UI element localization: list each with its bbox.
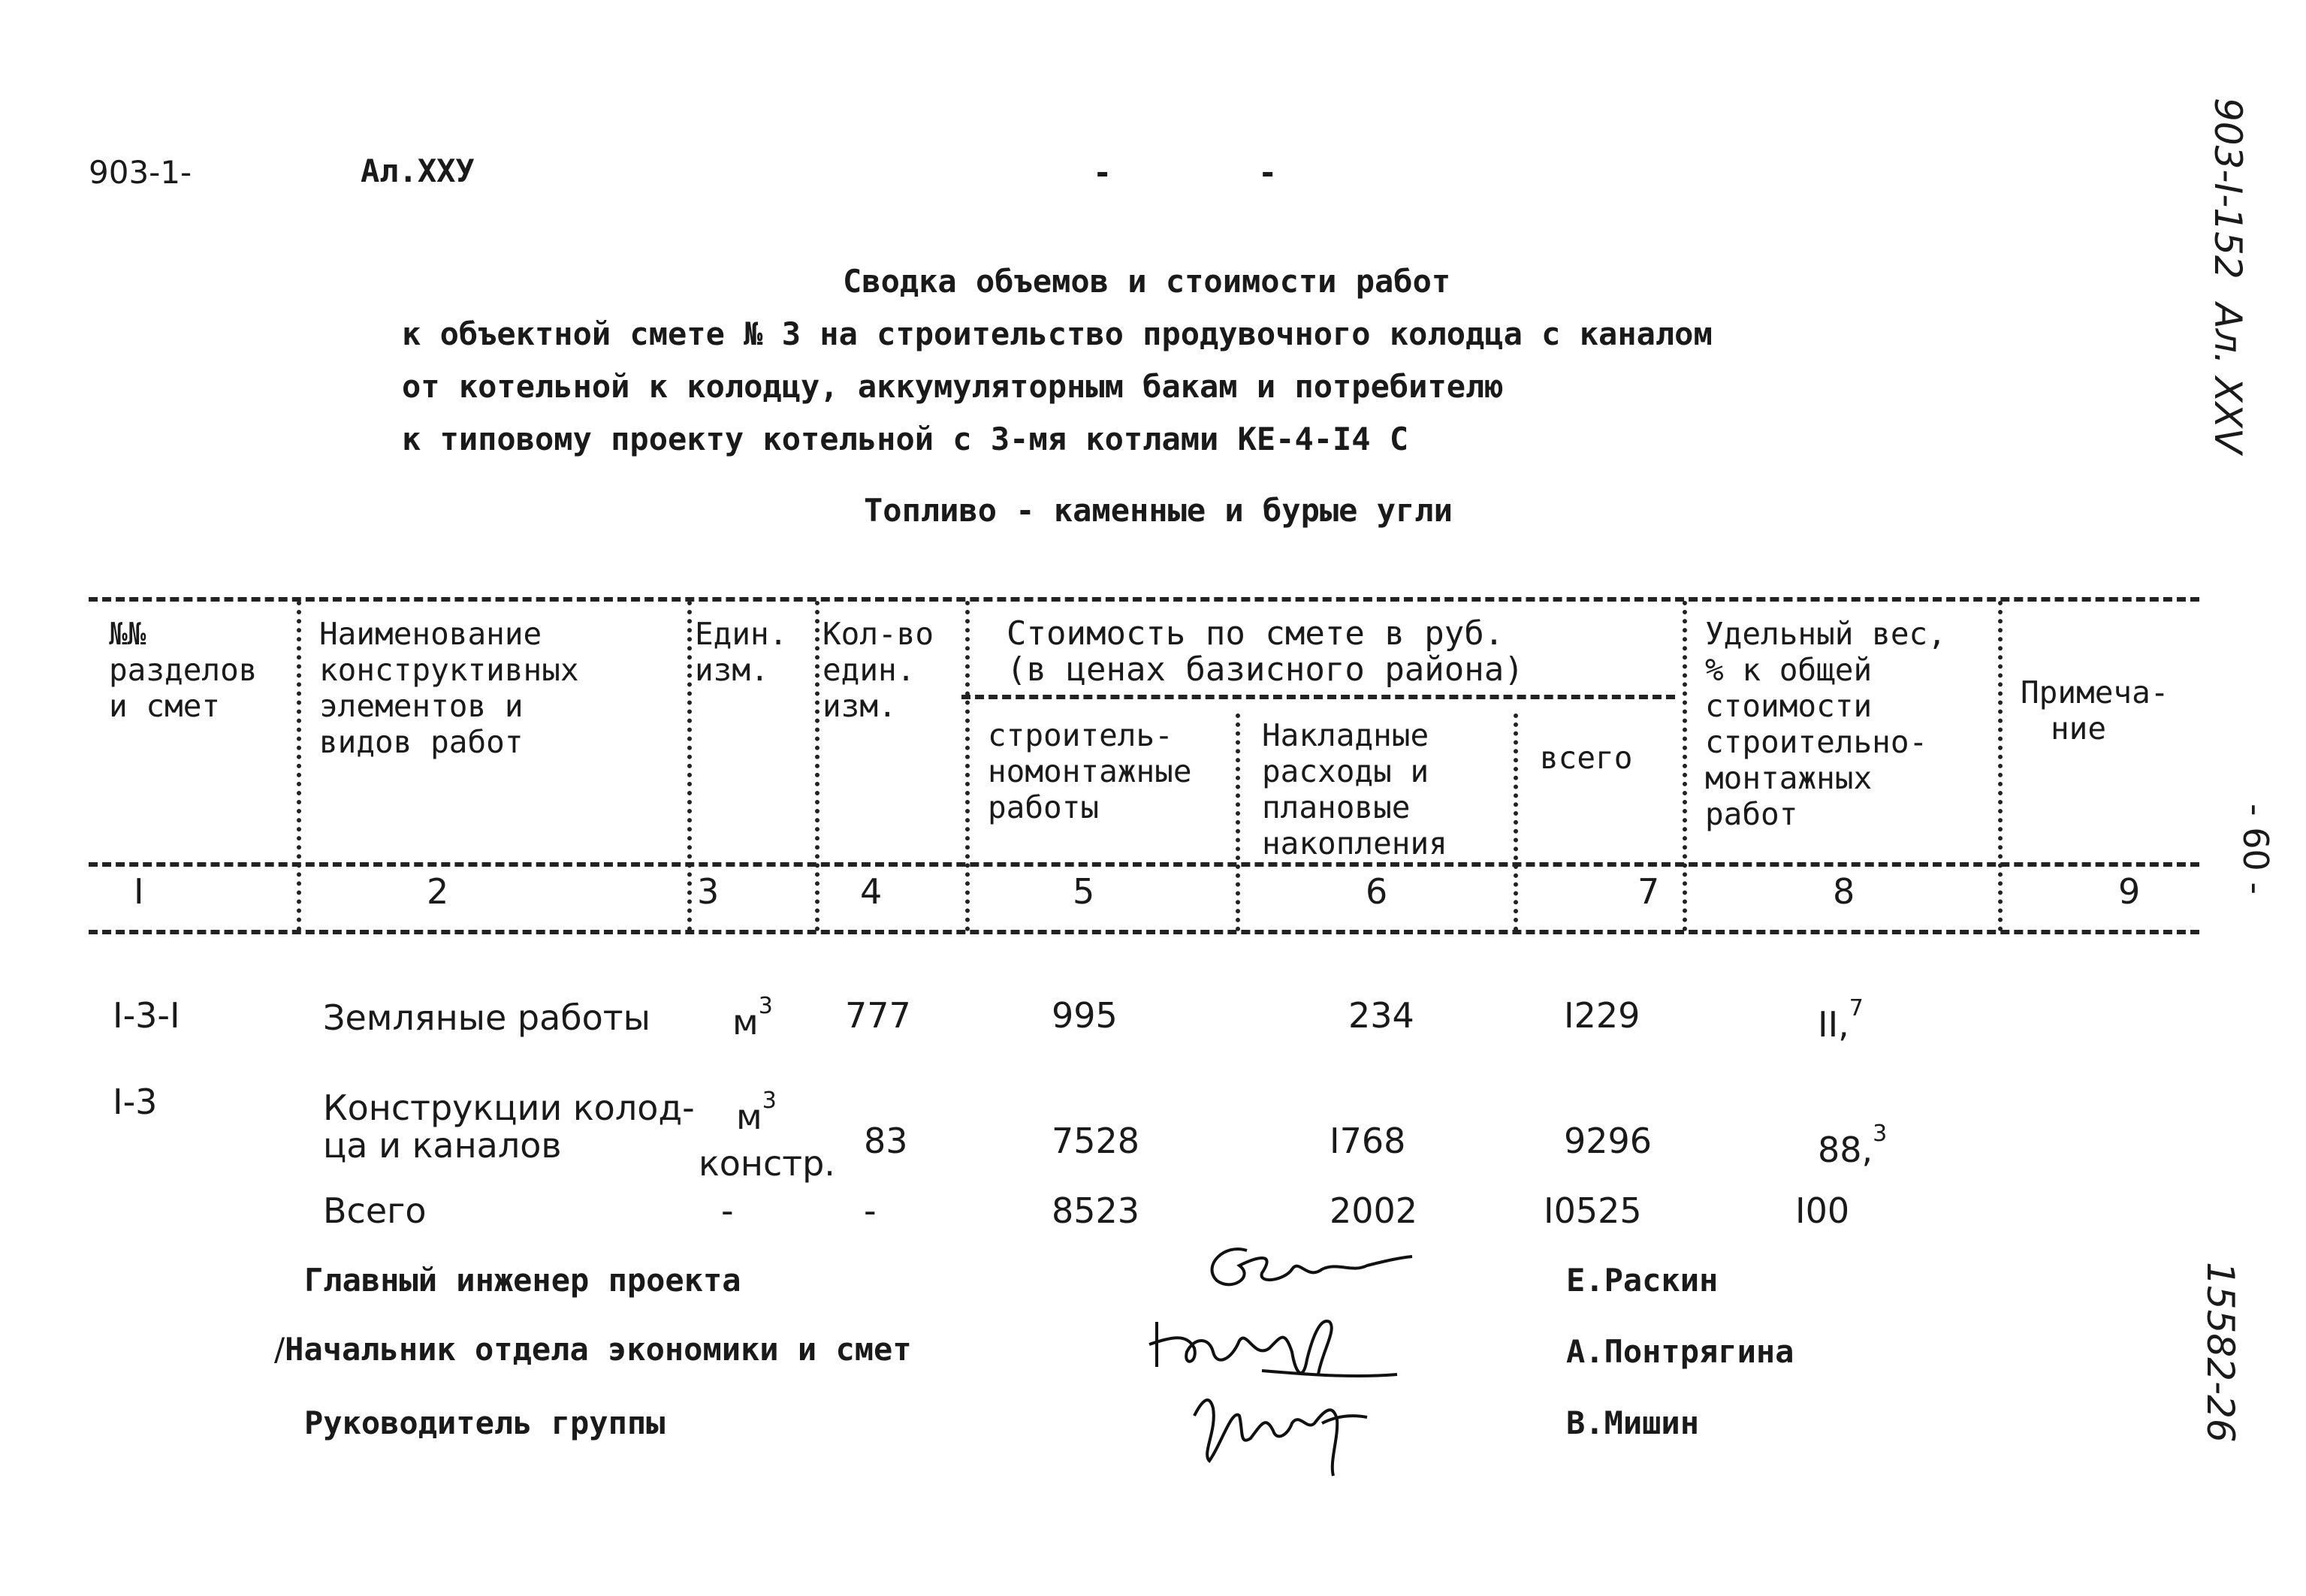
header-dash-2: -: [1258, 154, 1278, 191]
row1-unit: [732, 993, 773, 1042]
row1-construction: 995: [1052, 995, 1118, 1036]
title-line-2: к объектной смете № 3 на строительство продувочного колодца с каналом: [402, 315, 1713, 352]
header-col3-l1: Един.: [695, 616, 788, 652]
column-divider-2: [687, 601, 692, 931]
signature-role-3: Руководитель группы: [304, 1404, 666, 1441]
header-col1-l1: №№: [109, 616, 146, 652]
header-col2: [319, 616, 579, 760]
row3-qty: -: [864, 1190, 877, 1231]
row1-total: I229: [1564, 995, 1640, 1036]
header-col3: [695, 616, 787, 688]
row2-unit-line1: [699, 1078, 835, 1140]
header-col8-l4: строительно-: [1705, 724, 1928, 760]
table-top-rule: [89, 597, 2199, 602]
fuel-line: Топливо - каменные и бурые угли: [864, 492, 1453, 529]
row1-unit-base: м: [732, 1002, 759, 1042]
row1-share: [1818, 995, 1864, 1045]
header-col6-l4: накопления: [1262, 825, 1447, 861]
row3-total: I0525: [1544, 1190, 1642, 1231]
column-divider-3: [815, 601, 819, 931]
header-col4: [822, 616, 934, 724]
cost-group-rule: [961, 695, 1675, 699]
column-number-7: 7: [1637, 871, 1660, 912]
header-col6-l1: Накладные: [1262, 717, 1429, 753]
header-col8-l6: работ: [1705, 796, 1798, 832]
row1-code: I-3-I: [113, 995, 180, 1036]
header-col3-l2: изм.: [695, 652, 769, 688]
header-col4-l3: изм.: [822, 688, 897, 724]
header-col4-l2: един.: [822, 652, 916, 688]
margin-page-number: - 60 -: [2235, 804, 2276, 895]
row2-name-line2: ца и каналов: [323, 1125, 562, 1166]
header-col6-l3: плановые: [1262, 789, 1411, 825]
header-col8-l5: монтажных: [1705, 760, 1873, 796]
header-col6: [1262, 717, 1447, 861]
column-divider-4: [965, 601, 970, 931]
header-col8: [1705, 616, 1946, 832]
column-number-6: 6: [1366, 871, 1388, 912]
row2-share: [1818, 1121, 1887, 1170]
row2-total: 9296: [1564, 1121, 1653, 1161]
row2-unit-base: м: [736, 1097, 762, 1137]
header-col5: [988, 717, 1192, 825]
row1-overhead: 234: [1348, 995, 1414, 1036]
column-number-5: 5: [1073, 871, 1095, 912]
title-line-4: к типовому проекту котельной с 3-мя котлами КЕ-4-I4 С: [402, 421, 1409, 457]
margin-inventory-number: 15582-26: [2199, 1262, 2242, 1443]
header-col9-l1: Примеча-: [2021, 674, 2169, 711]
row2-code: I-3: [113, 1082, 158, 1122]
signature-role-2: [274, 1331, 912, 1368]
row2-qty: 83: [864, 1121, 908, 1161]
signature-name-2: А.Понтрягина: [1566, 1333, 1794, 1370]
header-col2-l3: элементов и: [319, 688, 524, 724]
header-col5-l1: строитель-: [988, 717, 1173, 753]
signature-role-1: Главный инженер проекта: [304, 1262, 741, 1299]
signature-slash: /: [274, 1331, 285, 1368]
row3-share: I00: [1795, 1190, 1850, 1231]
row2-unit: [699, 1078, 835, 1187]
header-col2-l4: видов работ: [319, 724, 524, 760]
header-col5-l2: номонтажные: [988, 753, 1192, 789]
column-number-1: I: [134, 871, 144, 912]
handwritten-signature-3: [1179, 1378, 1375, 1483]
row3-name: Всего: [323, 1190, 427, 1231]
handwritten-signature-2: [1142, 1307, 1412, 1389]
header-cost-group: [1007, 616, 1524, 688]
header-col2-l2: конструктивных: [319, 652, 579, 688]
header-col5-l3: работы: [988, 789, 1100, 825]
margin-project-code: [2206, 98, 2250, 454]
row2-unit-line2: констр.: [699, 1143, 835, 1184]
header-col9: [2021, 674, 2169, 747]
margin-album-text: Ал. XXV: [2206, 303, 2250, 454]
row2-share-frac: 3: [1873, 1121, 1888, 1147]
column-numbers-bottom-rule: [89, 930, 2199, 934]
header-col8-l2: % к общей: [1705, 652, 1873, 688]
handwritten-signature-1: [1194, 1235, 1420, 1303]
header-col4-l1: Кол-во: [822, 616, 934, 652]
header-cost-group-l1: Стоимость по смете в руб.: [1007, 614, 1505, 653]
row2-name-line1: Конструкции колод-: [323, 1088, 695, 1128]
column-divider-1: [297, 601, 301, 931]
column-number-2: 2: [427, 871, 449, 912]
column-number-4: 4: [860, 871, 883, 912]
title-line-3: от котельной к колодцу, аккумуляторным бакам и потребителю: [402, 368, 1504, 405]
column-divider-6: [1514, 714, 1518, 931]
row2-overhead: I768: [1330, 1121, 1406, 1161]
doc-code: 903-1-: [89, 154, 192, 191]
header-dash-1: -: [1093, 154, 1112, 191]
header-col1: [109, 616, 257, 724]
column-number-3: 3: [697, 871, 720, 912]
row2-name: [323, 1089, 695, 1164]
header-col1-l2: разделов: [109, 652, 258, 688]
column-divider-7: [1683, 601, 1687, 931]
row1-qty: 777: [845, 995, 911, 1036]
row1-share-int: II,: [1818, 1004, 1849, 1045]
row1-share-frac: 7: [1849, 995, 1864, 1021]
row2-unit-sup: 3: [762, 1088, 777, 1114]
album-label: Ал.ХХУ: [361, 152, 475, 189]
column-divider-8: [1998, 601, 2003, 931]
header-col7-l1: всего: [1540, 740, 1633, 776]
row2-construction: 7528: [1052, 1121, 1140, 1161]
header-col7: [1540, 740, 1632, 776]
header-col2-l1: Наименование: [319, 616, 542, 652]
signature-name-3: В.Мишин: [1566, 1404, 1700, 1441]
header-col8-l1: Удельный вес,: [1705, 616, 1946, 652]
signature-name-1: Е.Раскин: [1566, 1262, 1719, 1299]
column-number-9: 9: [2118, 871, 2141, 912]
header-bottom-rule: [89, 862, 2199, 867]
header-cost-group-l2: (в ценах базисного района): [1007, 650, 1524, 689]
row2-share-int: 88,: [1818, 1130, 1873, 1170]
row1-unit-sup: 3: [758, 993, 773, 1019]
column-divider-5: [1236, 714, 1240, 931]
title-line-1: Сводка объемов и стоимости работ: [843, 263, 1451, 300]
row3-overhead: 2002: [1330, 1190, 1418, 1231]
row3-construction: 8523: [1052, 1190, 1140, 1231]
header-col9-l2: ние: [2051, 711, 2107, 747]
signature-role-2-text: Начальник отдела экономики и смет: [285, 1331, 912, 1368]
margin-project-code-text: 903-I-152: [2206, 98, 2250, 279]
row3-unit: -: [721, 1190, 734, 1231]
row1-name: Земляные работы: [323, 997, 650, 1038]
header-col8-l3: стоимости: [1705, 688, 1873, 724]
column-number-8: 8: [1833, 871, 1855, 912]
header-col1-l3: и смет: [109, 688, 221, 724]
header-col6-l2: расходы и: [1262, 753, 1429, 789]
